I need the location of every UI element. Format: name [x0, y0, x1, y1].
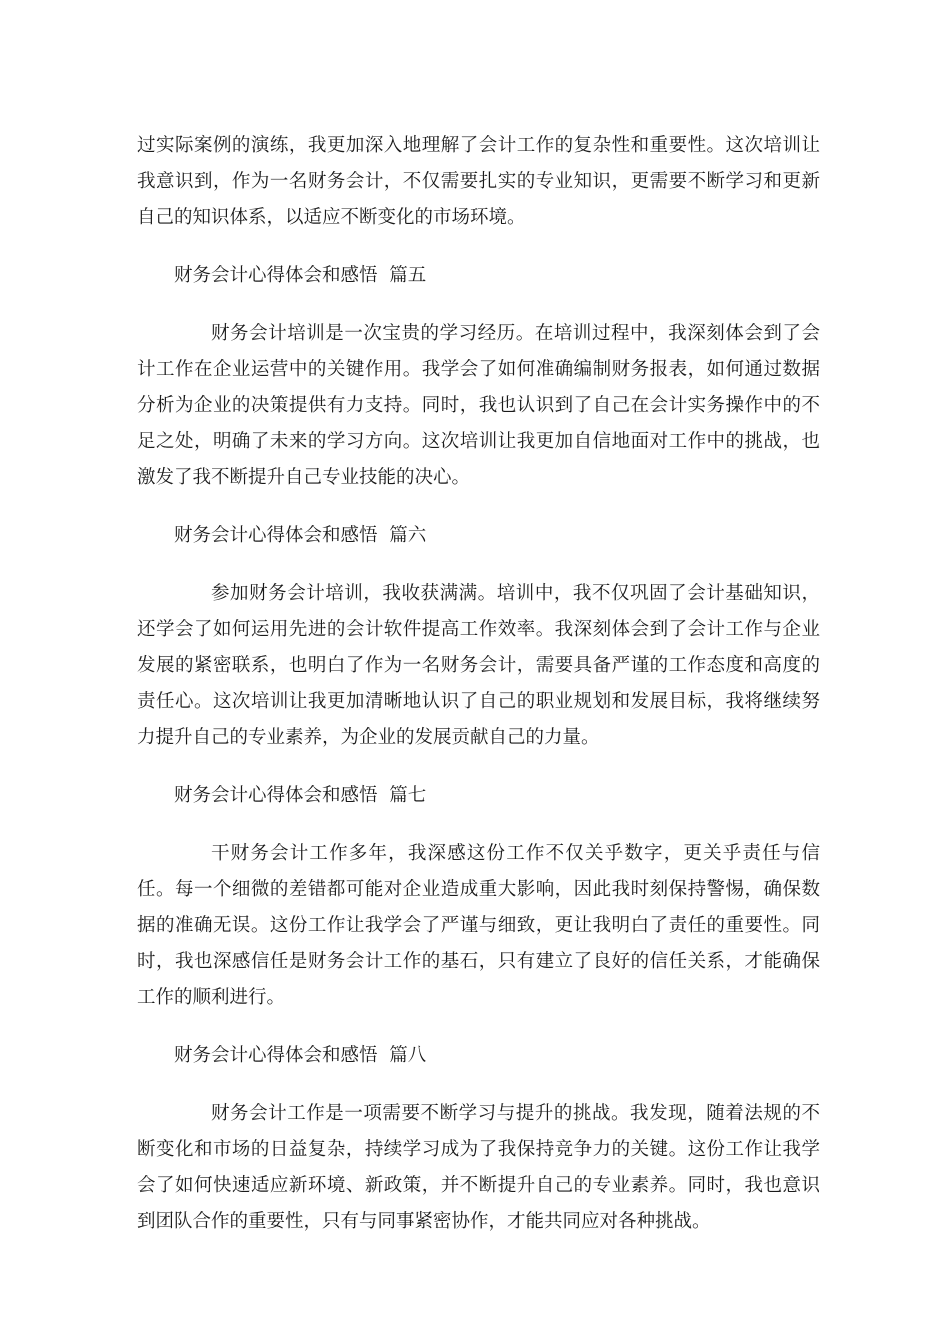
section-body-7: 干财务会计工作多年，我深感这份工作不仅关乎数字，更关乎责任与信任。每一个细微的差错都可能对企业造成重大影响，因此我时刻保持警惕，确保数据的准确无误。这份工作让我学会了严谨与细致，更让我明白了责任的重要性。同时，我也深感信任是财务会计工作的基石，只有建立了良好的信任关系，才能确保工作的顺利进行。	[137, 843, 820, 1008]
intro-paragraph: 过实际案例的演练，我更加深入地理解了会计工作的复杂性和重要性。这次培训让我意识到，作为一名财务会计，不仅需要扎实的专业知识，更需要不断学习和更新自己的知识体系，以适应不断变化的市场环境。	[137, 135, 820, 228]
section-body-5: 财务会计培训是一次宝贵的学习经历。在培训过程中，我深刻体会到了会计工作在企业运营中的关键作用。我学会了如何准确编制财务报表，如何通过数据分析为企业的决策提供有力支持。同时，我也认识到了自己在会计实务操作中的不足之处，明确了未来的学习方向。这次培训让我更加自信地面对工作中的挑战，也激发了我不断提升自己专业技能的决心。	[137, 323, 820, 488]
section-heading-7: 财务会计心得体会和感悟 篇七	[174, 785, 427, 806]
section-body-8: 财务会计工作是一项需要不断学习与提升的挑战。我发现，随着法规的不断变化和市场的日益复杂，持续学习成为了我保持竞争力的关键。这份工作让我学会了如何快速适应新环境、新政策，并不断提升自己的专业素养。同时，我也意识到团队合作的重要性，只有与同事紧密协作，才能共同应对各种挑战。	[137, 1103, 820, 1232]
section-heading-6: 财务会计心得体会和感悟 篇六	[174, 525, 427, 546]
section-heading-8: 财务会计心得体会和感悟 篇八	[174, 1045, 427, 1066]
section-heading-5: 财务会计心得体会和感悟 篇五	[174, 265, 427, 286]
document-page	[137, 128, 820, 1240]
section-body-6: 参加财务会计培训，我收获满满。培训中，我不仅巩固了会计基础知识，还学会了如何运用先进的会计软件提高工作效率。我深刻体会到了会计工作与企业发展的紧密联系，也明白了作为一名财务会计，需要具备严谨的工作态度和高度的责任心。这次培训让我更加清晰地认识了自己的职业规划和发展目标，我将继续努力提升自己的专业素养，为企业的发展贡献自己的力量。	[137, 583, 820, 748]
